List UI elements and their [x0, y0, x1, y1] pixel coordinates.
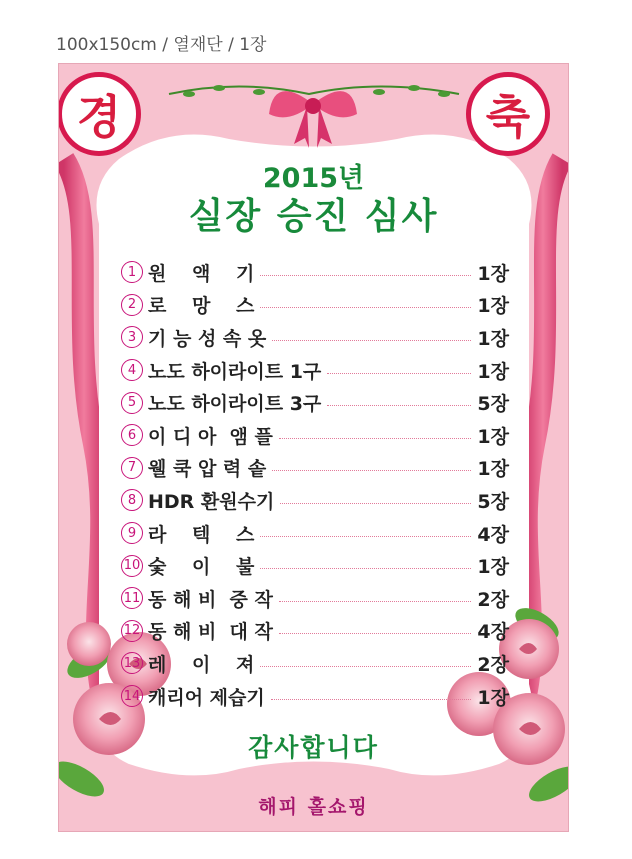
leader-dots [279, 633, 472, 634]
banner-title: 실장 승진 심사 [188, 196, 439, 237]
item-number: 7 [121, 457, 143, 479]
item-quantity: 1장 [477, 458, 509, 481]
leader-dots [260, 307, 471, 308]
item-quantity: 1장 [477, 327, 509, 350]
leader-dots [279, 601, 472, 602]
item-quantity: 2장 [477, 588, 509, 611]
leader-dots [271, 699, 472, 700]
leader-dots [327, 373, 471, 374]
list-item [121, 647, 509, 680]
item-quantity: 1장 [477, 556, 509, 579]
item-number: 8 [121, 489, 143, 511]
leader-dots [327, 405, 471, 406]
leader-dots [280, 503, 471, 504]
item-number: 12 [121, 620, 143, 642]
item-list [121, 256, 509, 712]
item-name: 원 액 기 [148, 262, 255, 285]
item-quantity: 5장 [477, 490, 509, 513]
left-emblem: 경 [58, 72, 141, 156]
item-number: 14 [121, 685, 143, 707]
list-item [121, 289, 509, 322]
list-item [121, 321, 509, 354]
item-number: 3 [121, 326, 143, 348]
item-number: 6 [121, 424, 143, 446]
item-name: 로 망 스 [148, 295, 255, 318]
size-caption: 100x150cm / 열재단 / 1장 [56, 35, 267, 55]
item-quantity: 1장 [477, 686, 509, 709]
item-number: 5 [121, 392, 143, 414]
list-item [121, 452, 509, 485]
item-name: 라 텍 스 [148, 523, 255, 546]
item-name: 이 디 아 앰 플 [148, 425, 273, 448]
list-item [121, 354, 509, 387]
item-quantity: 1장 [477, 295, 509, 318]
item-number: 1 [121, 261, 143, 283]
item-quantity: 4장 [477, 621, 509, 644]
item-number: 9 [121, 522, 143, 544]
item-name: 노도 하이라이트 3구 [148, 393, 322, 416]
item-quantity: 1장 [477, 425, 509, 448]
leader-dots [260, 568, 471, 569]
item-name: 레 이 져 [148, 653, 255, 676]
item-name: 숯 이 불 [148, 556, 255, 579]
item-quantity: 5장 [477, 393, 509, 416]
list-item [121, 256, 509, 289]
list-item [121, 549, 509, 582]
list-item [121, 582, 509, 615]
item-number: 11 [121, 587, 143, 609]
item-name: 캐리어 제습기 [148, 686, 265, 709]
item-quantity: 1장 [477, 262, 509, 285]
list-item [121, 615, 509, 648]
item-name: HDR 환원수기 [148, 490, 275, 513]
shop-name: 해피 홀쇼핑 [258, 796, 369, 818]
item-quantity: 2장 [477, 653, 509, 676]
leader-dots [260, 536, 471, 537]
list-item [121, 484, 509, 517]
list-item [121, 680, 509, 713]
thanks-message: 감사합니다 [248, 733, 379, 762]
leader-dots [260, 275, 471, 276]
item-name: 동 해 비 대 작 [148, 621, 273, 644]
leader-dots [279, 438, 472, 439]
item-quantity: 4장 [477, 523, 509, 546]
item-name: 노도 하이라이트 1구 [148, 360, 322, 383]
leader-dots [272, 470, 471, 471]
right-emblem: 축 [466, 72, 550, 156]
banner-year: 2015년 [262, 163, 365, 194]
item-number: 13 [121, 652, 143, 674]
list-item [121, 386, 509, 419]
leader-dots [260, 666, 471, 667]
item-number: 10 [121, 555, 143, 577]
list-item [121, 517, 509, 550]
congratulation-banner [58, 63, 569, 832]
item-name: 기 능 성 속 옷 [148, 327, 267, 350]
leader-dots [272, 340, 471, 341]
item-number: 4 [121, 359, 143, 381]
list-item [121, 419, 509, 452]
item-name: 웰 쿡 압 력 솥 [148, 458, 267, 481]
item-number: 2 [121, 294, 143, 316]
item-name: 동 해 비 중 작 [148, 588, 273, 611]
item-quantity: 1장 [477, 360, 509, 383]
